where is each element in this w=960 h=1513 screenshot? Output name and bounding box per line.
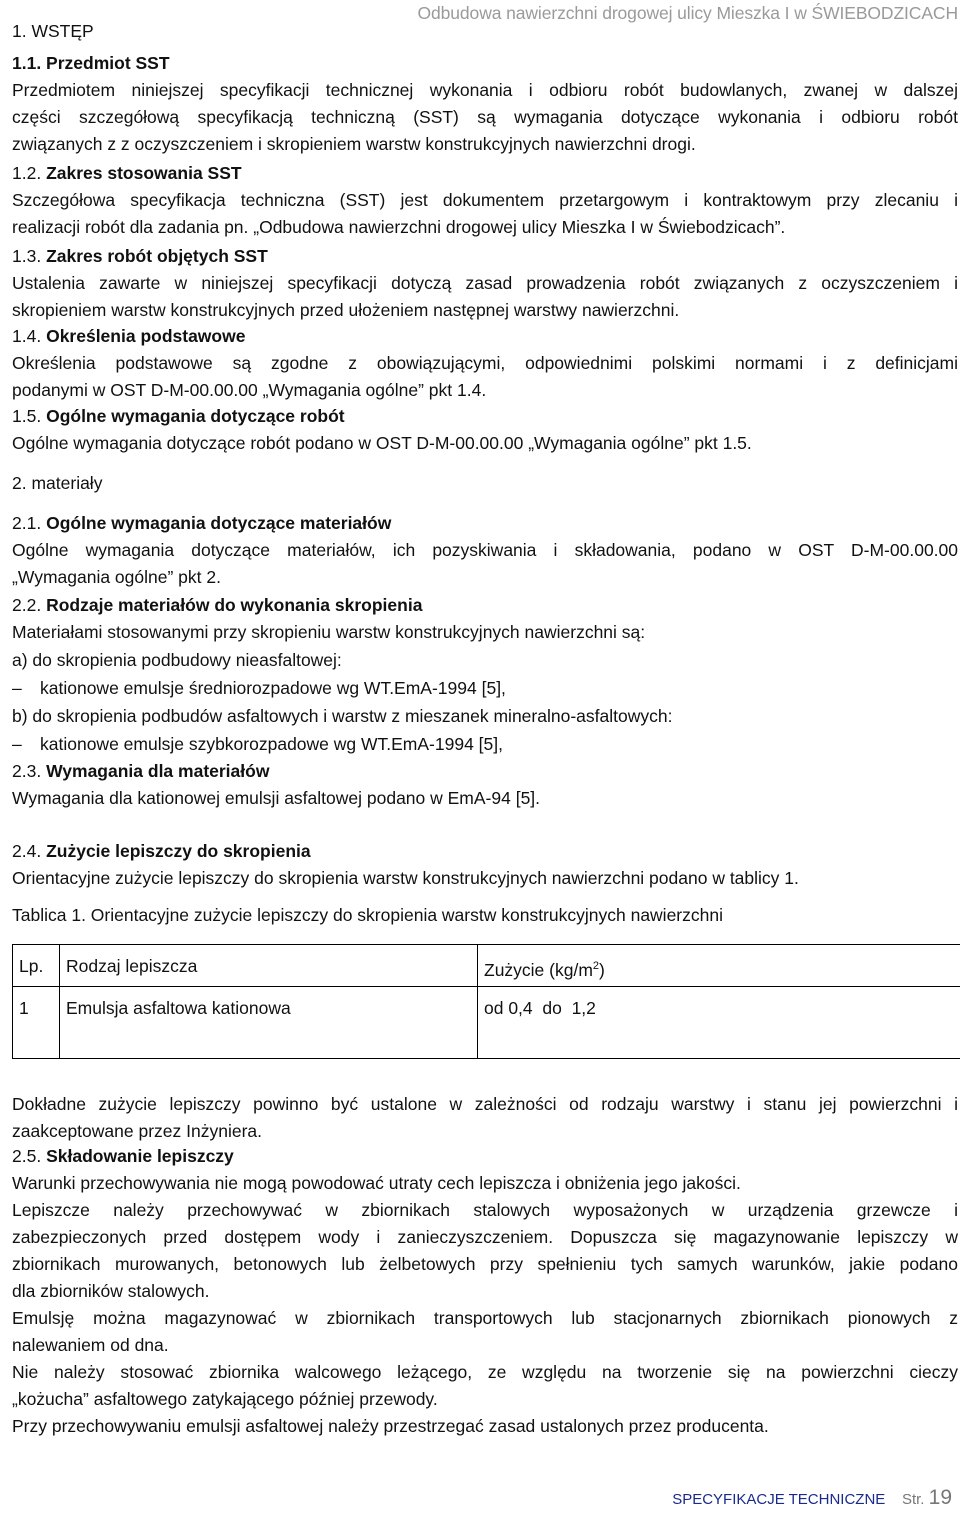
- paragraph-line: podanymi w OST D-M-00.00.00 „Wymagania ogólne” pkt 1.4.: [12, 377, 486, 404]
- section-heading: Zakres stosowania SST: [46, 163, 242, 183]
- section-2-1-title: [12, 510, 391, 537]
- paragraph-line: Dokładne zużycie lepiszczy powinno być ustalone w zależności od rodzaju warstwy i stanu jej powierzchni i: [12, 1091, 958, 1118]
- paragraph-line: zaakceptowane przez Inżyniera.: [12, 1118, 262, 1145]
- section-heading: Określenia podstawowe: [46, 326, 245, 346]
- table-header-cell: Rodzaj lepiszcza: [60, 945, 478, 987]
- list-item-text: kationowe emulsje szybkorozpadowe wg WT.EmA-1994 [5],: [40, 734, 503, 754]
- paragraph-line: Ogólne wymagania dotyczące materiałów, ich pozyskiwania i składowania, podano w OST D-M-00.00.00: [12, 537, 958, 564]
- section-1-3-title: [12, 243, 268, 270]
- table-cell: 1: [13, 987, 60, 1059]
- section-2-title: 2. materiały: [12, 470, 102, 497]
- section-heading: Wymagania dla materiałów: [46, 761, 269, 781]
- section-1-title: 1. WSTĘP: [12, 18, 94, 45]
- paragraph-line: nalewaniem od dna.: [12, 1332, 169, 1359]
- paragraph-line: części szczegółową specyfikacją techniczną (SST) są wymagania dotyczące wykonania i odbioru robót: [12, 104, 958, 131]
- section-1-4-title: [12, 323, 245, 350]
- paragraph-line: dla zbiorników stalowych.: [12, 1278, 209, 1305]
- paragraph-line: zabezpieczonych przed dostępem wody i zanieczyszczeniem. Dopuszcza się magazynowanie lepiszczy w: [12, 1224, 958, 1251]
- header-text: ): [599, 960, 605, 980]
- paragraph-line: realizacji robót dla zadania pn. „Odbudowa nawierzchni drogowej ulicy Mieszka I w Świebodzicach”.: [12, 214, 785, 241]
- section-heading: Składowanie lepiszczy: [46, 1146, 234, 1166]
- list-heading-a: a) do skropienia podbudowy nieasfaltowej:: [12, 647, 342, 674]
- section-number: 2.3.: [12, 761, 41, 781]
- paragraph-line: Orientacyjne zużycie lepiszczy do skropienia warstw konstrukcyjnych nawierzchni podano w tablicy 1.: [12, 865, 799, 892]
- paragraph-line: skropieniem warstw konstrukcyjnych przed ułożeniem następnej warstwy nawierzchni.: [12, 297, 679, 324]
- header-text: Zużycie (kg/m: [484, 960, 593, 980]
- list-item: [12, 675, 506, 702]
- section-2-5-title: [12, 1143, 234, 1170]
- table-header-cell: Lp.: [13, 945, 60, 987]
- paragraph-line: Emulsję można magazynować w zbiornikach transportowych lub stacjonarnych zbiornikach pionowych z: [12, 1305, 958, 1332]
- paragraph-line: Przedmiotem niniejszej specyfikacji technicznej wykonania i odbioru robót budowlanych, zwanej w dalszej: [12, 77, 958, 104]
- section-number: 1.4.: [12, 326, 41, 346]
- section-number: 1.2.: [12, 163, 41, 183]
- paragraph-line: zbiornikach murowanych, betonowych lub żelbetowych przy spełnieniu tych samych warunków, jakie podano: [12, 1251, 958, 1278]
- running-header: Odbudowa nawierzchni drogowej ulicy Mieszka I w ŚWIEBODZICACH: [418, 0, 958, 27]
- footer-label: SPECYFIKACJE TECHNICZNE: [672, 1491, 885, 1508]
- section-heading: Zużycie lepiszczy do skropienia: [46, 841, 311, 861]
- list-item: [12, 731, 503, 758]
- paragraph-line: Określenia podstawowe są zgodne z obowiązującymi, odpowiednimi polskimi normami i z definicjami: [12, 350, 958, 377]
- paragraph-line: związanych z z oczyszczeniem i skropieniem warstw konstrukcyjnych nawierzchni drogi.: [12, 131, 696, 158]
- section-heading: Ogólne wymagania dotyczące materiałów: [46, 513, 391, 533]
- paragraph-line: „kożucha” asfaltowego zatykającego później przewody.: [12, 1386, 438, 1413]
- table-row: [13, 987, 960, 1059]
- section-number: 1.5.: [12, 406, 41, 426]
- page-number: 19: [929, 1486, 952, 1509]
- section-heading: Rodzaje materiałów do wykonania skropienia: [46, 595, 422, 615]
- list-item-text: kationowe emulsje średniorozpadowe wg WT.EmA-1994 [5],: [40, 678, 506, 698]
- page-footer: [672, 1484, 952, 1513]
- paragraph-line: Ustalenia zawarte w niniejszej specyfikacji dotyczą zasad prowadzenia robót związanych z oczyszczeniem i: [12, 270, 958, 297]
- table-cell: od 0,4 do 1,2: [478, 987, 960, 1059]
- paragraph-line: „Wymagania ogólne” pkt 2.: [12, 564, 221, 591]
- section-2-3-title: [12, 758, 269, 785]
- paragraph-line: Szczegółowa specyfikacja techniczna (SST) jest dokumentem przetargowym i kontraktowym przy zlecaniu i: [12, 187, 958, 214]
- dash-bullet: –: [12, 675, 40, 702]
- section-1-5-title: [12, 403, 345, 430]
- section-2-2-title: [12, 592, 422, 619]
- section-number: 2.4.: [12, 841, 41, 861]
- superscript: 2: [593, 960, 599, 972]
- consumption-table: [12, 944, 960, 1059]
- table-caption: Tablica 1. Orientacyjne zużycie lepiszczy do skropienia warstw konstrukcyjnych nawierzchni: [12, 902, 723, 929]
- paragraph-line: Ogólne wymagania dotyczące robót podano w OST D-M-00.00.00 „Wymagania ogólne” pkt 1.5.: [12, 430, 752, 457]
- section-2-4-title: [12, 838, 311, 865]
- paragraph-line: Lepiszcze należy przechowywać w zbiornikach stalowych wyposażonych w urządzenia grzewcze i: [12, 1197, 958, 1224]
- section-number: 2.1.: [12, 513, 41, 533]
- table-cell: Emulsja asfaltowa kationowa: [60, 987, 478, 1059]
- section-number: 1.3.: [12, 246, 41, 266]
- section-1-2-title: [12, 160, 242, 187]
- table-header-row: [13, 945, 960, 987]
- section-1-1-title: 1.1. Przedmiot SST: [12, 50, 170, 77]
- footer-str-label: Str.: [902, 1491, 925, 1508]
- paragraph-line: Wymagania dla kationowej emulsji asfaltowej podano w EmA-94 [5].: [12, 785, 540, 812]
- paragraph-line: Nie należy stosować zbiornika walcowego leżącego, ze względu na tworzenie się na powierzchni cieczy: [12, 1359, 958, 1386]
- list-heading-b: b) do skropienia podbudów asfaltowych i warstw z mieszanek mineralno-asfaltowych:: [12, 703, 672, 730]
- section-number: 2.5.: [12, 1146, 41, 1166]
- section-heading: Ogólne wymagania dotyczące robót: [46, 406, 345, 426]
- paragraph-line: Materiałami stosowanymi przy skropieniu warstw konstrukcyjnych nawierzchni są:: [12, 619, 645, 646]
- dash-bullet: –: [12, 731, 40, 758]
- section-number: 2.2.: [12, 595, 41, 615]
- paragraph-line: Warunki przechowywania nie mogą powodować utraty cech lepiszcza i obniżenia jego jakości.: [12, 1170, 741, 1197]
- paragraph-line: Przy przechowywaniu emulsji asfaltowej należy przestrzegać zasad ustalonych przez producenta.: [12, 1413, 769, 1440]
- table-header-cell: [478, 945, 960, 987]
- section-heading: Zakres robót objętych SST: [46, 246, 268, 266]
